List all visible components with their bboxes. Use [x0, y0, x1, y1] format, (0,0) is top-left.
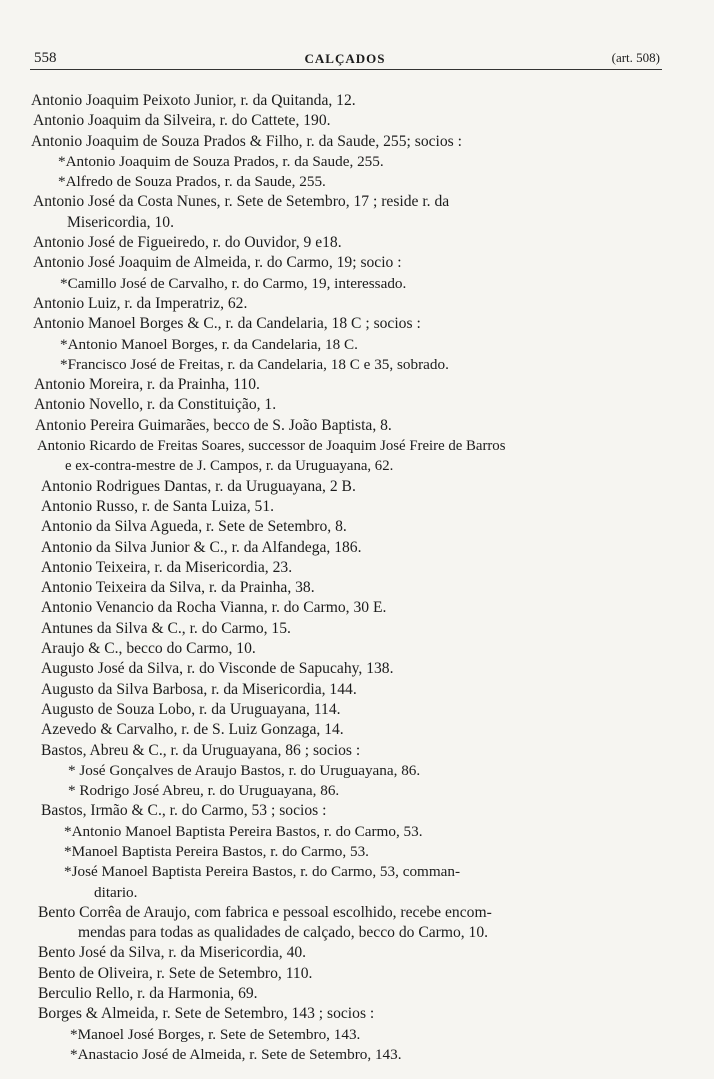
list-item	[0, 314, 714, 334]
list-item	[0, 436, 714, 477]
entry-text: Antonio da Silva Agueda, r. Sete de Setembro, 8.	[41, 518, 347, 536]
entry-text: *Manoel José Borges, r. Sete de Setembro, 143.	[70, 1025, 361, 1043]
list-item	[0, 558, 714, 578]
list-item	[0, 842, 714, 862]
entry-continuation: ditario.	[94, 883, 138, 901]
entry-text: Augusto da Silva Barbosa, r. da Misericordia, 144.	[41, 680, 357, 698]
entry-text: *José Manoel Baptista Pereira Bastos, r. do Carmo, 53, comman-	[64, 863, 461, 881]
article-reference: (art. 508)	[611, 50, 660, 65]
entry-text: Antonio José da Costa Nunes, r. Sete de Setembro, 17 ; reside r. da	[33, 193, 450, 211]
entry-text: Antonio José de Figueiredo, r. do Ouvidor, 9 e18.	[33, 234, 342, 252]
entry-text: Antonio Luiz, r. da Imperatriz, 62.	[33, 294, 248, 312]
entry-text: Antonio Joaquim da Silveira, r. do Cattete, 190.	[33, 112, 331, 130]
directory-list	[0, 91, 714, 1065]
entry-text: Antonio Moreira, r. da Prainha, 110.	[34, 376, 260, 394]
list-item	[0, 132, 714, 152]
list-item	[0, 1004, 714, 1024]
entry-text: *Alfredo de Souza Prados, r. da Saude, 255.	[58, 173, 326, 191]
list-item	[0, 659, 714, 679]
list-item	[0, 253, 714, 273]
entry-text: *Francisco José de Freitas, r. da Candelaria, 18 C e 35, sobrado.	[60, 355, 449, 373]
list-item	[0, 984, 714, 1004]
list-item	[0, 416, 714, 436]
list-item	[0, 335, 714, 355]
entry-text: Antonio Teixeira, r. da Misericordia, 23.	[41, 558, 293, 576]
list-item	[0, 619, 714, 639]
entry-text: Antonio Joaquim Peixoto Junior, r. da Quitanda, 12.	[31, 92, 356, 109]
entry-text: *Anastacio José de Almeida, r. Sete de Setembro, 143.	[70, 1045, 402, 1063]
entry-text: Bento de Oliveira, r. Sete de Setembro, 110.	[38, 964, 313, 982]
entry-text: Bastos, Irmão & C., r. do Carmo, 53 ; socios :	[41, 802, 327, 820]
entry-text: Antunes da Silva & C., r. do Carmo, 15.	[41, 619, 291, 637]
list-item	[0, 375, 714, 395]
entry-text: Augusto José da Silva, r. do Visconde de Sapucahy, 138.	[41, 660, 394, 678]
entry-text: Berculio Rello, r. da Harmonia, 69.	[38, 985, 258, 1003]
entry-continuation: e ex-contra-mestre de J. Campos, r. da Uruguayana, 62.	[65, 458, 394, 475]
entry-text: Antonio Manoel Borges & C., r. da Candelaria, 18 C ; socios :	[33, 315, 421, 333]
header-rule	[30, 69, 662, 70]
list-item	[0, 761, 714, 781]
entry-text: * José Gonçalves de Araujo Bastos, r. do Uruguayana, 86.	[68, 761, 421, 779]
list-item	[0, 578, 714, 598]
list-item	[0, 152, 714, 172]
entry-text: *Camillo José de Carvalho, r. do Carmo, 19, interessado.	[60, 274, 407, 292]
list-item	[0, 192, 714, 233]
entry-text: Araujo & C., becco do Carmo, 10.	[41, 640, 256, 658]
list-item	[0, 680, 714, 700]
entry-text: Antonio Rodrigues Dantas, r. da Uruguayana, 2 B.	[41, 477, 356, 495]
list-item	[0, 943, 714, 963]
entry-continuation: mendas para todas as qualidades de calçado, becco do Carmo, 10.	[78, 924, 489, 942]
entry-text: Antonio José Joaquim de Almeida, r. do Carmo, 19; socio :	[33, 254, 402, 272]
list-item	[0, 964, 714, 984]
entry-text: Bastos, Abreu & C., r. da Uruguayana, 86 ; socios :	[41, 741, 361, 759]
page-number: 558	[34, 50, 57, 66]
entry-text: Bento Corrêa de Araujo, com fabrica e pessoal escolhido, recebe encom-	[38, 903, 492, 921]
list-item	[0, 517, 714, 537]
entry-text: *Manoel Baptista Pereira Bastos, r. do Carmo, 53.	[64, 842, 369, 860]
entry-text: Antonio Venancio da Rocha Vianna, r. do Carmo, 30 E.	[41, 599, 387, 617]
list-item	[0, 294, 714, 314]
list-item	[0, 233, 714, 253]
list-item	[0, 639, 714, 659]
list-item	[0, 172, 714, 192]
entry-text: *Antonio Manoel Baptista Pereira Bastos, r. do Carmo, 53.	[64, 822, 423, 840]
list-item	[0, 355, 714, 375]
list-item	[0, 822, 714, 842]
list-item	[0, 700, 714, 720]
list-item	[0, 111, 714, 131]
entry-text: Antonio Pereira Guimarães, becco de S. João Baptista, 8.	[35, 416, 392, 434]
entry-text: Antonio Ricardo de Freitas Soares, successor de Joaquim José Freire de Barros	[37, 438, 506, 455]
list-item	[0, 781, 714, 801]
entry-text: Borges & Almeida, r. Sete de Setembro, 143 ; socios :	[38, 1005, 375, 1023]
entry-text: Augusto de Souza Lobo, r. da Uruguayana, 114.	[41, 700, 341, 718]
list-item	[0, 538, 714, 558]
entry-text: Bento José da Silva, r. da Misericordia, 40.	[38, 944, 307, 962]
entry-text: Antonio Teixeira da Silva, r. da Prainha, 38.	[41, 579, 315, 597]
list-item	[0, 903, 714, 944]
entry-text: Antonio Russo, r. de Santa Luiza, 51.	[41, 497, 275, 515]
entry-text: *Antonio Manoel Borges, r. da Candelaria, 18 C.	[60, 335, 358, 353]
list-item	[0, 598, 714, 618]
entry-text: Azevedo & Carvalho, r. de S. Luiz Gonzaga, 14.	[41, 721, 344, 739]
list-item	[0, 741, 714, 761]
list-item	[0, 720, 714, 740]
entry-text: *Antonio Joaquim de Souza Prados, r. da Saude, 255.	[58, 152, 384, 170]
list-item	[0, 395, 714, 415]
list-item	[0, 1025, 714, 1045]
section-title: CALÇADOS	[304, 51, 386, 66]
list-item	[0, 477, 714, 497]
list-item	[0, 801, 714, 821]
list-item	[0, 862, 714, 903]
list-item	[0, 497, 714, 517]
list-item	[0, 91, 714, 111]
entry-text: Antonio Novello, r. da Constituição, 1.	[34, 396, 277, 414]
entry-continuation: Misericordia, 10.	[67, 213, 174, 231]
list-item	[0, 1045, 714, 1065]
entry-text: Antonio Joaquim de Souza Prados & Filho, r. da Saude, 255; socios :	[31, 132, 462, 150]
entry-text: Antonio da Silva Junior & C., r. da Alfandega, 186.	[41, 538, 362, 556]
entry-text: * Rodrigo José Abreu, r. do Uruguayana, 86.	[68, 782, 340, 800]
list-item	[0, 274, 714, 294]
